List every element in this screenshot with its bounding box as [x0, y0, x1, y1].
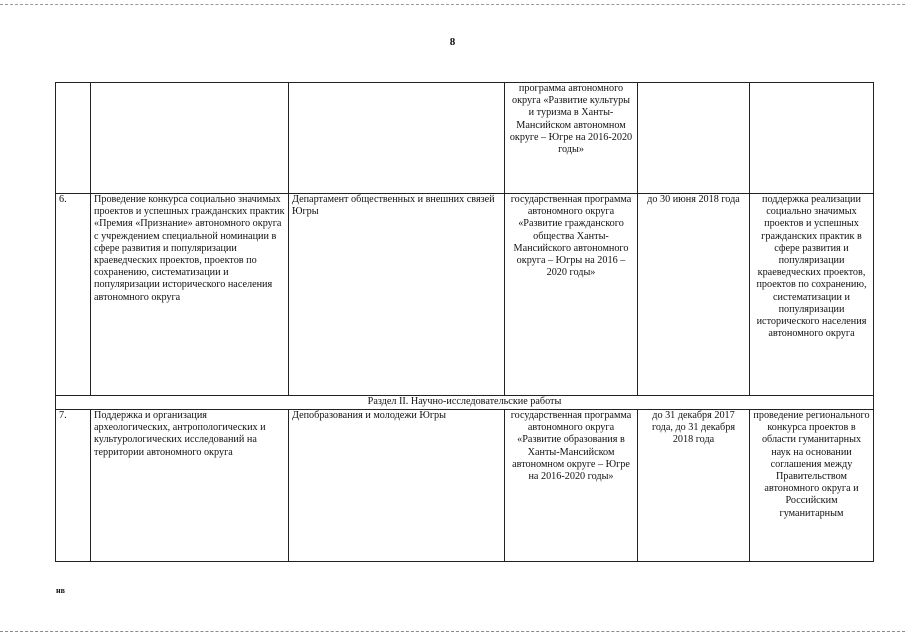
cell-activity — [91, 83, 289, 194]
cell-deadline: до 30 июня 2018 года — [638, 194, 750, 396]
cell-result — [750, 83, 874, 194]
cell-funding-source: программа автономного округа «Развитие культуры и туризма в Ханты-Мансийском автономном округе – Югре на 2016-2020 годы» — [505, 83, 638, 194]
cell-deadline — [638, 83, 750, 194]
cell-executor: Депобразования и молодежи Югры — [289, 410, 505, 562]
scan-edge-top — [0, 4, 905, 5]
cell-number — [56, 83, 91, 194]
cell-number: 7. — [56, 410, 91, 562]
cell-activity: Поддержка и организация археологических, антропологических и культурологических исследований на территории автономного округа — [91, 410, 289, 562]
table-row-7 — [56, 410, 874, 562]
cell-executor — [289, 83, 505, 194]
cell-number: 6. — [56, 194, 91, 396]
plan-table — [55, 82, 874, 562]
table-row-6 — [56, 194, 874, 396]
page-number: 8 — [449, 36, 456, 48]
table-row-continuation — [56, 83, 874, 194]
cell-executor: Департамент общественных и внешних связей Югры — [289, 194, 505, 396]
cell-result: проведение регионального конкурса проектов в области гуманитарных наук на основании соглашения между Правительством автономного округа и Российским гуманитарным — [750, 410, 874, 562]
section-header-row — [56, 396, 874, 410]
section-title: Раздел II. Научно-исследовательские работы — [56, 396, 874, 410]
scan-edge-bottom — [0, 631, 905, 632]
footer-mark: нв — [56, 586, 65, 595]
cell-deadline: до 31 декабря 2017 года, до 31 декабря 2018 года — [638, 410, 750, 562]
cell-activity: Проведение конкурса социально значимых проектов и успешных гражданских практик «Премия «Признание» автономного округа с учреждением специальной номинации в сфере развития и популяризации краеведческих проектов, проектов по сохранению, систематизации и популяризации исторического населения автономного округа — [91, 194, 289, 396]
cell-funding-source: государственная программа автономного округа «Развитие гражданского общества Ханты-Мансийского автономного округа – Югры на 2016 – 2020 годы» — [505, 194, 638, 396]
cell-funding-source: государственная программа автономного округа «Развитие образования в Ханты-Мансийском автономном округе – Югре на 2016-2020 годы» — [505, 410, 638, 562]
cell-result: поддержка реализации социально значимых проектов и успешных гражданских практик в сфере развития и популяризации краеведческих проектов, проектов по сохранению, систематизации и популяризации исторического населения автономного округа — [750, 194, 874, 396]
